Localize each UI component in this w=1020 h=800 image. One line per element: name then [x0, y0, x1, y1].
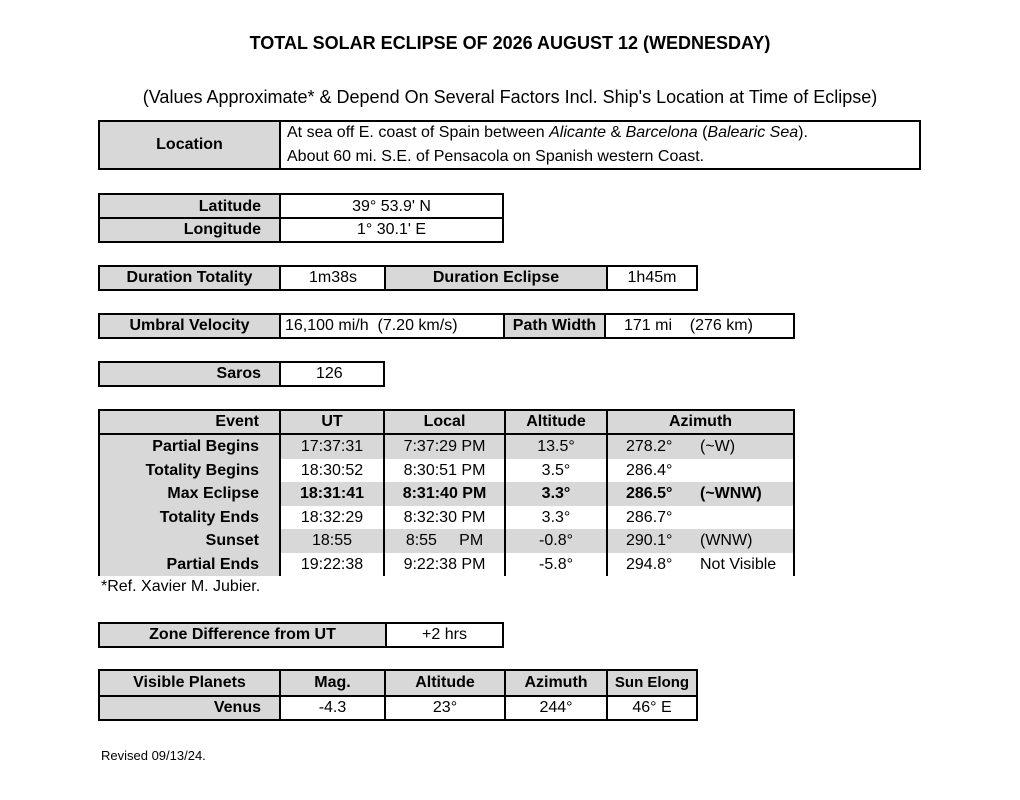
location-label: Location: [100, 122, 279, 168]
location-city-2: Barcelona: [625, 124, 698, 141]
page-title: TOTAL SOLAR ECLIPSE OF 2026 AUGUST 12 (WEDNESDAY): [249, 33, 771, 53]
location-city-1: Alicante: [549, 124, 607, 141]
zone-table: [98, 622, 504, 648]
location-text: At sea off E. coast of Spain between: [287, 124, 550, 141]
event-azimuth-value: 286.7°: [626, 508, 673, 526]
planet-name: Venus: [100, 697, 279, 719]
events-header-azimuth: Azimuth: [608, 411, 793, 433]
event-local: 9:22:38 PM: [385, 553, 504, 577]
event-local: 8:31:40 PM: [385, 482, 504, 506]
event-azimuth: [608, 506, 793, 530]
event-azimuth-direction: (~W): [700, 438, 736, 455]
event-local: 7:37:29 PM: [385, 435, 504, 459]
event-local: 8:55 PM: [385, 529, 504, 553]
events-header-ut: UT: [281, 411, 383, 433]
duration-eclipse-value: 1h45m: [627, 269, 677, 286]
event-altitude: -0.8°: [506, 529, 606, 553]
event-altitude: 13.5°: [506, 435, 606, 459]
revised-date: Revised 09/13/24.: [101, 748, 206, 763]
event-altitude: 3.3°: [506, 506, 606, 530]
planets-header-azimuth: Azimuth: [506, 671, 606, 695]
path-width-value: 171 mi (276 km): [624, 317, 753, 334]
event-azimuth: [608, 435, 793, 459]
durations-table: [98, 265, 698, 291]
events-header-local: Local: [385, 411, 504, 433]
longitude-value: 1° 30.1' E: [356, 221, 427, 238]
event-altitude: 3.5°: [506, 459, 606, 483]
location-text: &: [606, 124, 626, 141]
event-azimuth-value: 286.4°: [626, 461, 673, 479]
event-ut: 19:22:38: [281, 553, 383, 577]
velocity-table: [98, 313, 795, 339]
event-altitude: -5.8°: [506, 553, 606, 577]
event-row: [100, 529, 793, 553]
event-azimuth-value: 286.5°: [626, 485, 673, 502]
duration-totality-value: 1m38s: [308, 269, 358, 286]
event-row: [100, 482, 793, 506]
location-sea: Balearic Sea: [707, 124, 799, 141]
event-ut: 17:37:31: [281, 435, 383, 459]
events-header-altitude: Altitude: [506, 411, 606, 433]
coordinates-table: [98, 193, 504, 243]
location-line-1: [287, 124, 808, 142]
location-table: [98, 120, 921, 170]
planets-header-name: Visible Planets: [100, 671, 279, 695]
duration-eclipse-label: Duration Eclipse: [386, 267, 606, 289]
umbral-velocity-value: 16,100 mi/h (7.20 km/s): [285, 317, 458, 334]
event-row: [100, 435, 793, 459]
events-table: [98, 409, 795, 576]
event-event: Totality Ends: [100, 506, 279, 530]
location-text: (: [697, 124, 708, 141]
saros-label: Saros: [100, 363, 279, 385]
event-ut: 18:32:29: [281, 506, 383, 530]
location-line-2: About 60 mi. S.E. of Pensacola on Spanish western Coast.: [287, 148, 705, 165]
planet-altitude: 23°: [432, 699, 458, 716]
planets-header-sun-elong: Sun Elong: [608, 671, 696, 695]
event-event: Sunset: [100, 529, 279, 553]
saros-table: [98, 361, 385, 387]
umbral-velocity-label: Umbral Velocity: [100, 315, 279, 337]
event-local: 8:32:30 PM: [385, 506, 504, 530]
event-event: Totality Begins: [100, 459, 279, 483]
latitude-value: 39° 53.9' N: [352, 198, 431, 215]
saros-value: 126: [316, 365, 343, 382]
event-row: [100, 506, 793, 530]
event-event: Max Eclipse: [100, 482, 279, 506]
path-width-label: Path Width: [505, 315, 604, 337]
longitude-label: Longitude: [100, 218, 279, 241]
event-azimuth: [608, 459, 793, 483]
event-local: 8:30:51 PM: [385, 459, 504, 483]
event-azimuth: [608, 553, 793, 577]
planet-sun-elong: 46° E: [632, 699, 672, 716]
planet-azimuth: 244°: [539, 699, 573, 716]
event-azimuth-direction: Not Visible: [700, 555, 777, 573]
planets-table: [98, 669, 698, 721]
event-row: [100, 459, 793, 483]
event-azimuth-direction: (WNW): [700, 532, 753, 549]
planet-mag: -4.3: [318, 699, 347, 716]
planets-header-altitude: Altitude: [386, 671, 504, 695]
event-azimuth-direction: (~WNW): [700, 485, 762, 502]
event-azimuth: [608, 482, 793, 506]
event-azimuth-value: 290.1°: [626, 532, 673, 549]
event-azimuth: [608, 529, 793, 553]
event-ut: 18:55: [281, 529, 383, 553]
event-altitude: 3.3°: [506, 482, 606, 506]
latitude-label: Latitude: [100, 195, 279, 218]
events-header-event: Event: [100, 411, 279, 433]
zone-value: +2 hrs: [422, 626, 467, 643]
event-row: [100, 553, 793, 577]
event-event: Partial Begins: [100, 435, 279, 459]
reference-note: *Ref. Xavier M. Jubier.: [101, 578, 261, 595]
planets-header-mag: Mag.: [281, 671, 384, 695]
event-ut: 18:30:52: [281, 459, 383, 483]
event-ut: 18:31:41: [281, 482, 383, 506]
page-subtitle: (Values Approximate* & Depend On Several Factors Incl. Ship's Location at Time of Eclipse): [142, 87, 878, 107]
event-azimuth-value: 294.8°: [626, 555, 673, 573]
event-azimuth-value: 278.2°: [626, 438, 673, 455]
event-event: Partial Ends: [100, 553, 279, 577]
location-text: ).: [798, 124, 808, 141]
zone-label: Zone Difference from UT: [100, 624, 385, 646]
duration-totality-label: Duration Totality: [100, 267, 279, 289]
